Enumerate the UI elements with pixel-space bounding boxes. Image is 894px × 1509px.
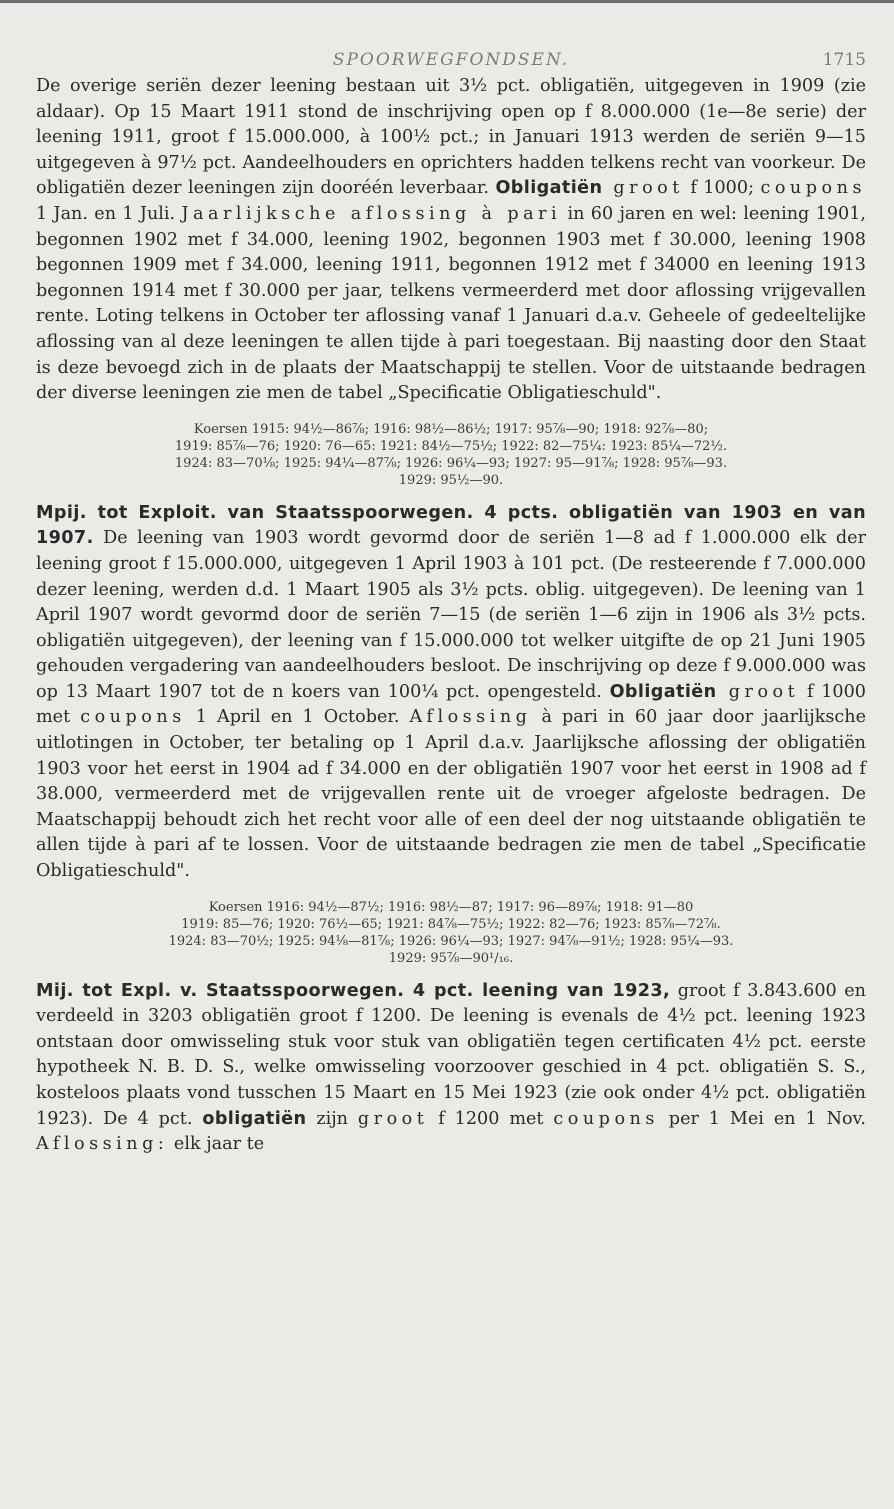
text-run: f 1200 met (428, 1108, 554, 1129)
koersen-line: 1929: 95⅞—90¹/₁₆. (388, 950, 514, 966)
koersen-line: 1924: 83—70⅛; 1925: 94¼—87⅞; 1926: 96¼—93; 1927: 95—91⅞; 1928: 95⅞—93. (174, 455, 728, 471)
koersen-line: 1929: 95½—90. (398, 472, 504, 488)
running-title: SPOORWEGFONDSEN. (332, 50, 570, 70)
koersen-line: 1924: 83—70½; 1925: 94⅛—81⅞; 1926: 96¼—93; 1927: 94⅞—91½; 1928: 95¼—93. (168, 933, 734, 949)
spaced-term-aflossing: Aflossing: (36, 1134, 169, 1155)
koersen-block-2 (36, 899, 866, 967)
text-run: in 60 jaren en wel: leening 1901, begonnen 1902 met f 34.000, leening 1902, begonnen 1903 met f 30.000, leening 1908 begonnen 1909 met f 34.000, leening 1911, begonnen 1912 met f 34000 en leening 1913 begonnen 1914 met f 30.000 per jaar, telkens vermeerderd met door aflossing vrijgevallen rente. Loting telkens in October ter aflossing vanaf 1 Januari d.a.v. Geheele of gedeeltelijke aflossing van al deze leeningen te allen tijde à pari toegestaan. Bij naasting door den Staat is deze bevoegd zich in de plaats der Maatschappij te stellen. Voor de uitstaande bedragen der diverse leeningen zie men de tabel „Specificatie Obligatieschuld". (36, 203, 866, 404)
spaced-term-coupons: coupons (760, 178, 866, 199)
bold-term-obligatien: Obligatiën (609, 681, 717, 702)
spaced-term-coupons: coupons (80, 707, 186, 728)
text-run: per 1 Mei en 1 Nov. (658, 1108, 866, 1129)
bold-term-obligatien: obligatiën (202, 1108, 307, 1129)
koersen-block-1 (36, 421, 866, 489)
text-run: à pari in 60 jaar door jaarlijksche uitlotingen in October, ter betaling op 1 April d.a.v. Jaarlijksche aflossing der obligatiën 1903 voor het eerst in 1904 ad f 34.000 en der obligatiën 1907 voor het eerst in 1908 ad f 38.000, vermeerderd met de vrijgevallen rente uit de vroeger afgeloste bedragen. De Maatschappij behoudt zich het recht voor alle of een deel der nog uitstaande obligatiën te allen tijde à pari af te lossen. Voor de uitstaande bedragen zie men de tabel „Specificatie Obligatieschuld". (36, 707, 866, 882)
paragraph-leeningen-1901-1913 (36, 74, 866, 407)
text-run: 1 Jan. en 1 Juli. (36, 203, 182, 224)
text-run: zijn (306, 1108, 358, 1129)
text-run: f 1000 met (36, 681, 866, 728)
spaced-term-groot: groot (357, 1108, 429, 1129)
spaced-term-aflossing: Aflossing (409, 707, 532, 728)
section-heading: Mij. tot Expl. v. Staatsspoorwegen. 4 pct. leening van 1923, (36, 980, 671, 1001)
spaced-term-groot: groot (716, 681, 800, 702)
text-run: elk jaar te (168, 1134, 265, 1155)
spaced-term-coupons: coupons (553, 1108, 659, 1129)
text-run: groot f 3.843.600 en verdeeld in 3203 obligatiën groot f 1200. De leening is evenals de 4½ pct. leening 1923 ontstaan door omwisseling stuk voor stuk van obligatiën tegen certificaten 4½ pct. eerste hypotheek N. B. D. S., welke omwisseling voorzoover geschied in 4 pct. obligatiën S. S., kosteloos plaats vond tusschen 15 Maart en 15 Mei 1923 (zie ook onder 4½ pct. obligatiën 1923). De 4 pct. (36, 980, 867, 1129)
page-header (36, 0, 866, 70)
text-run: De overige seriën dezer leening bestaan uit 3½ pct. obligatiën, uitgegeven in 1909 (zie aldaar). Op 15 Maart 1911 stond de inschrijving open op f 8.000.000 (1e—8e serie) der leening 1911, groot f 15.000.000, à 100½ pct.; in Januari 1913 werden de seriën 9—15 uitgegeven à 97½ pct. Aandeelhouders en oprichters hadden telkens recht van voorkeur. De obligatiën dezer leeningen zijn dooréén leverbaar. (36, 76, 866, 199)
text-run: f 1000; (683, 178, 761, 199)
page-number: 1715 (822, 50, 866, 70)
koersen-line: Koersen 1915: 94½—86⅞; 1916: 98½—86½; 1917: 95⅞—90; 1918: 92⅞—80; (193, 421, 709, 437)
koersen-line: 1919: 85—76; 1920: 76½—65; 1921: 84⅞—75½; 1922: 82—76; 1923: 85⅞—72⅞. (181, 916, 721, 932)
section-heading: Mpij. tot Exploit. van Staatsspoorwegen. 4 pcts. obligatiën van 1903 en van 1907. (36, 502, 866, 549)
koersen-line: Koersen 1916: 94½—87½; 1916: 98½—87; 1917: 96—89⅞; 1918: 91—80 (208, 899, 694, 915)
text-run: 1 April en 1 October. (185, 707, 410, 728)
spaced-term-aflossing: Jaarlijksche aflossing à pari (181, 203, 562, 224)
text-run: De leening van 1903 wordt gevormd door de seriën 1—8 ad f 1.000.000 elk der leening groot f 15.000.000, uitgegeven 1 April 1903 à 101 pct. (De resteerende f 7.000.000 dezer leening, werden d.d. 1 Maart 1905 als 3½ pcts. oblig. uitgegeven). De leening van 1 April 1907 wordt gevormd door de seriën 7—15 (de seriën 1—6 zijn in 1906 als 3½ pcts. obligatiën uitgegeven), der leening van f 15.000.000 tot welker uitgifte de op 21 Juni 1905 gehouden vergadering van aandeelhouders besloot. De inschrijving op deze f 9.000.000 was op 13 Maart 1907 tot de n koers van 100¼ pct. opengesteld. (36, 528, 866, 702)
koersen-line: 1919: 85⅞—76; 1920: 76—65: 1921: 84½—75½; 1922: 82—75¼: 1923: 85¼—72½. (174, 438, 728, 454)
spaced-term-groot: groot (602, 178, 684, 199)
bold-term-obligatien: Obligatiën (495, 178, 603, 199)
paragraph-obligatien-1903-1907 (36, 501, 866, 885)
paragraph-leening-1923 (36, 979, 866, 1158)
